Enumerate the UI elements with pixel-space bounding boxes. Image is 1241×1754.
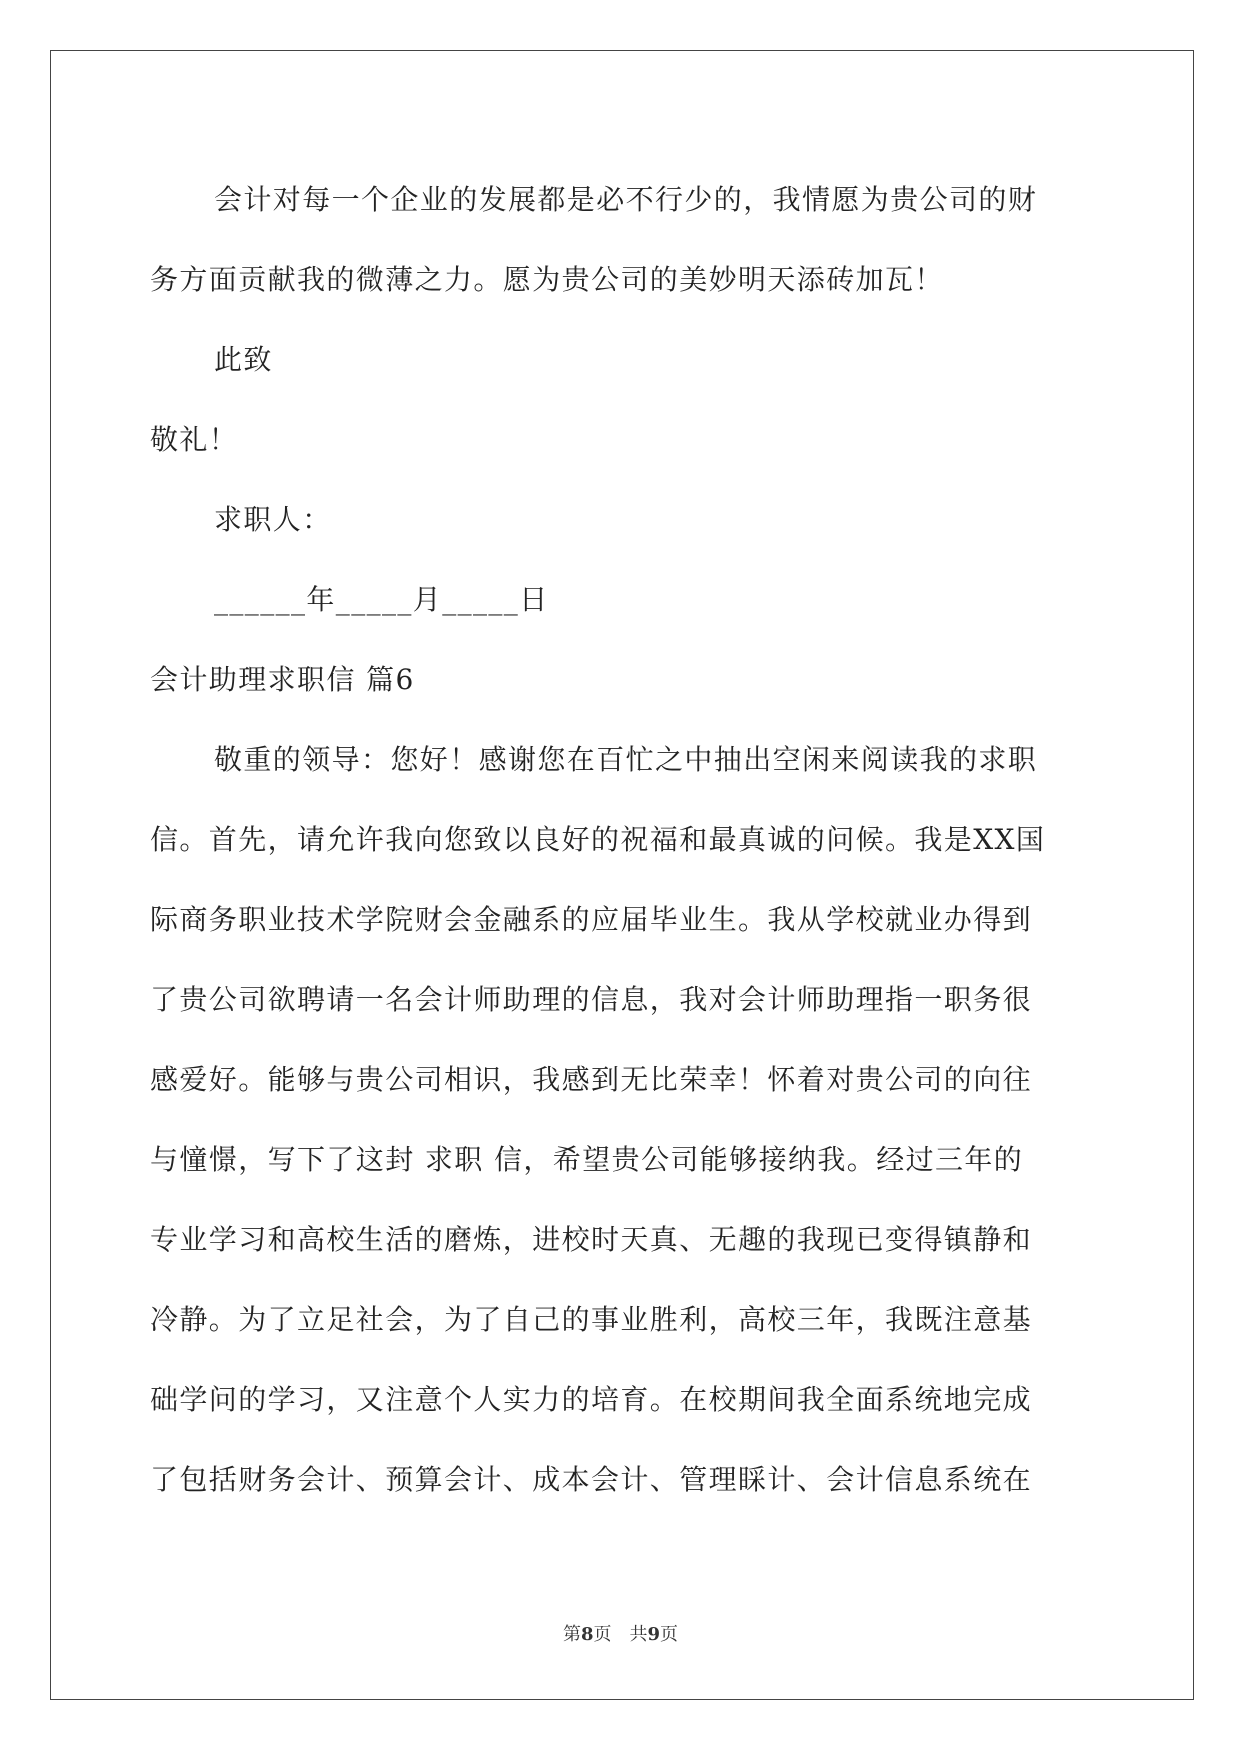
applicant-signature: 求职人： (214, 503, 332, 536)
paragraph-line: 敬重的领导：您好！感谢您在百忙之中抽出空闲来阅读我的求职 (214, 743, 1038, 776)
paragraph-line: 了贵公司欲聘请一名会计师助理的信息，我对会计师助理指一职务很 (150, 983, 1033, 1016)
paragraph-line: 了包括财务会计、预算会计、成本会计、管理睬计、会计信息系统在 (150, 1463, 1033, 1496)
paragraph-line: 冷静。为了立足社会，为了自己的事业胜利，高校三年，我既注意基 (150, 1303, 1033, 1336)
footer-mid: 页 共 (593, 1624, 648, 1645)
page-footer (0, 1620, 1241, 1646)
paragraph-line: 会计对每一个企业的发展都是必不行少的，我情愿为贵公司的财 (214, 183, 1038, 216)
document-body (150, 160, 1095, 1520)
paragraph-line: 信。首先，请允许我向您致以良好的祝福和最真诚的问候。我是XX国 (150, 823, 1046, 856)
closing-regards: 敬礼！ (150, 423, 239, 456)
paragraph-line: 际商务职业技术学院财会金融系的应届毕业生。我从学校就业办得到 (150, 903, 1033, 936)
paragraph-line: 感爱好。能够与贵公司相识，我感到无比荣幸！怀着对贵公司的向往 (150, 1063, 1033, 1096)
current-page-number: 8 (580, 1624, 594, 1645)
closing-salutation: 此致 (214, 343, 273, 376)
paragraph-line: 与憧憬，写下了这封 求职 信，希望贵公司能够接纳我。经过三年的 (150, 1143, 1024, 1176)
total-page-number: 9 (647, 1624, 661, 1645)
footer-suffix: 页 (660, 1624, 679, 1645)
footer-prefix: 第 (562, 1624, 581, 1645)
paragraph-line: 础学问的学习，又注意个人实力的培育。在校期间我全面系统地完成 (150, 1383, 1033, 1416)
date-line: ______年_____月_____日 (214, 583, 549, 616)
section-heading: 会计助理求职信 篇6 (150, 663, 415, 696)
paragraph-line: 专业学习和高校生活的磨炼，进校时天真、无趣的我现已变得镇静和 (150, 1223, 1033, 1256)
paragraph-line: 务方面贡献我的微薄之力。愿为贵公司的美妙明天添砖加瓦！ (150, 263, 944, 296)
